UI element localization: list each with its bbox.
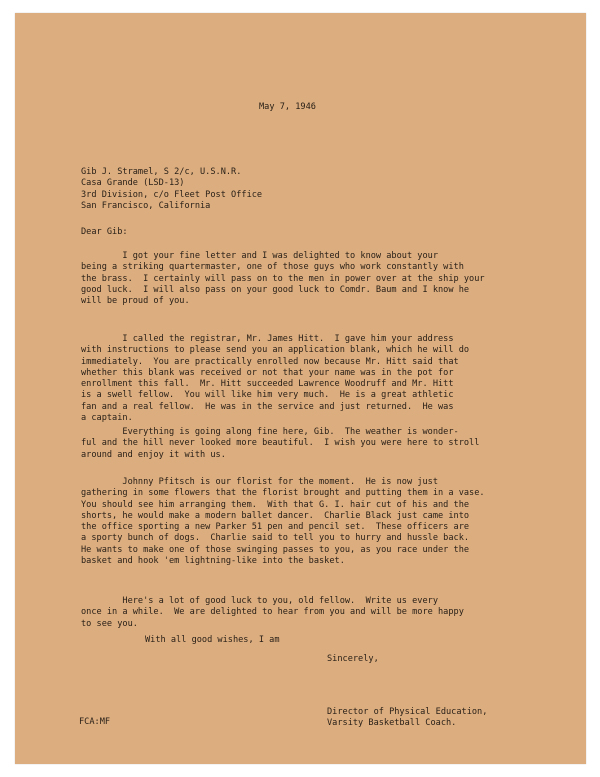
body-line: will be proud of you. xyxy=(81,296,190,307)
body-line: the brass. I certainly will pass on to the men in power over at the ship your xyxy=(81,273,485,284)
body-line: is a swell fellow. You will like him very much. He is a great athletic xyxy=(81,390,454,401)
body-line: with instructions to please send you an application blank, which he will do xyxy=(81,345,470,356)
body-line: good luck. I will also pass on your good luck to Comdr. Baum and I know he xyxy=(81,284,470,295)
salutation: Dear Gib: xyxy=(81,227,128,237)
recipient-line: Gib J. Stramel, S 2/c, U.S.N.R. xyxy=(81,167,242,177)
sign-off: Sincerely, xyxy=(327,654,379,664)
body-line: the office sporting a new Parker 51 pen and pencil set. These officers are xyxy=(81,522,470,533)
body-line: Johnny Pfitsch is our florist for the moment. He is now just xyxy=(81,477,438,487)
body-line: enrollment this fall. Mr. Hitt succeeded Lawrence Woodruff and Mr. Hitt xyxy=(81,379,454,390)
signature-title: Director of Physical Education, xyxy=(327,707,488,717)
letter-page xyxy=(15,13,586,764)
signature-title: Varsity Basketball Coach. xyxy=(327,718,457,729)
recipient-line: 3rd Division, c/o Fleet Post Office xyxy=(81,189,263,200)
body-line: basket and hook 'em lightning-like into the basket. xyxy=(81,556,345,567)
body-line: shorts, he would make a modern ballet dancer. Charlie Black just came into xyxy=(81,510,470,521)
body-paragraph-4 xyxy=(81,477,485,567)
recipient-line: San Francisco, California xyxy=(81,200,211,211)
recipient-line: Casa Grande (LSD-13) xyxy=(81,178,185,189)
body-line: Here's a lot of good luck to you, old fellow. Write us every xyxy=(81,596,438,606)
body-line: being a striking quartermaster, one of those guys who work constantly with xyxy=(81,262,464,273)
closing-line: With all good wishes, I am xyxy=(145,635,280,645)
body-line: You should see him arranging them. With that G. I. hair cut of his and the xyxy=(81,499,470,510)
body-paragraph-1 xyxy=(81,251,485,307)
body-paragraph-3 xyxy=(81,427,479,461)
signature-block xyxy=(327,707,487,730)
body-line: Everything is going along fine here, Gib. The weather is wonder- xyxy=(81,427,459,437)
body-line: a sporty bunch of dogs. Charlie said to tell you to hurry and hussle back. xyxy=(81,533,470,544)
body-line: fan and a real fellow. He was in the service and just returned. He was xyxy=(81,401,454,412)
body-line: once in a while. We are delighted to hear from you and will be more happy xyxy=(81,607,464,618)
body-line: I got your fine letter and I was delighted to know about your xyxy=(81,251,438,261)
body-line: ful and the hill never looked more beautiful. I wish you were here to stroll xyxy=(81,438,480,449)
body-line: immediately. You are practically enrolled now because Mr. Hitt said that xyxy=(81,356,459,367)
body-paragraph-5 xyxy=(81,596,464,630)
body-line: to see you. xyxy=(81,618,138,629)
reference-initials: FCA:MF xyxy=(79,717,111,727)
recipient-address xyxy=(81,167,262,212)
body-line: a captain. xyxy=(81,413,133,424)
body-line: He wants to make one of those swinging passes to you, as you race under the xyxy=(81,544,470,555)
body-line: gathering in some flowers that the florist brought and putting them in a vase. xyxy=(81,488,485,499)
body-line: around and enjoy it with us. xyxy=(81,449,226,460)
body-line: I called the registrar, Mr. James Hitt. I gave him your address xyxy=(81,334,454,344)
body-line: whether this blank was received or not that your name was in the pot for xyxy=(81,367,454,378)
body-paragraph-2 xyxy=(81,334,469,424)
letter-date: May 7, 1946 xyxy=(259,102,316,112)
